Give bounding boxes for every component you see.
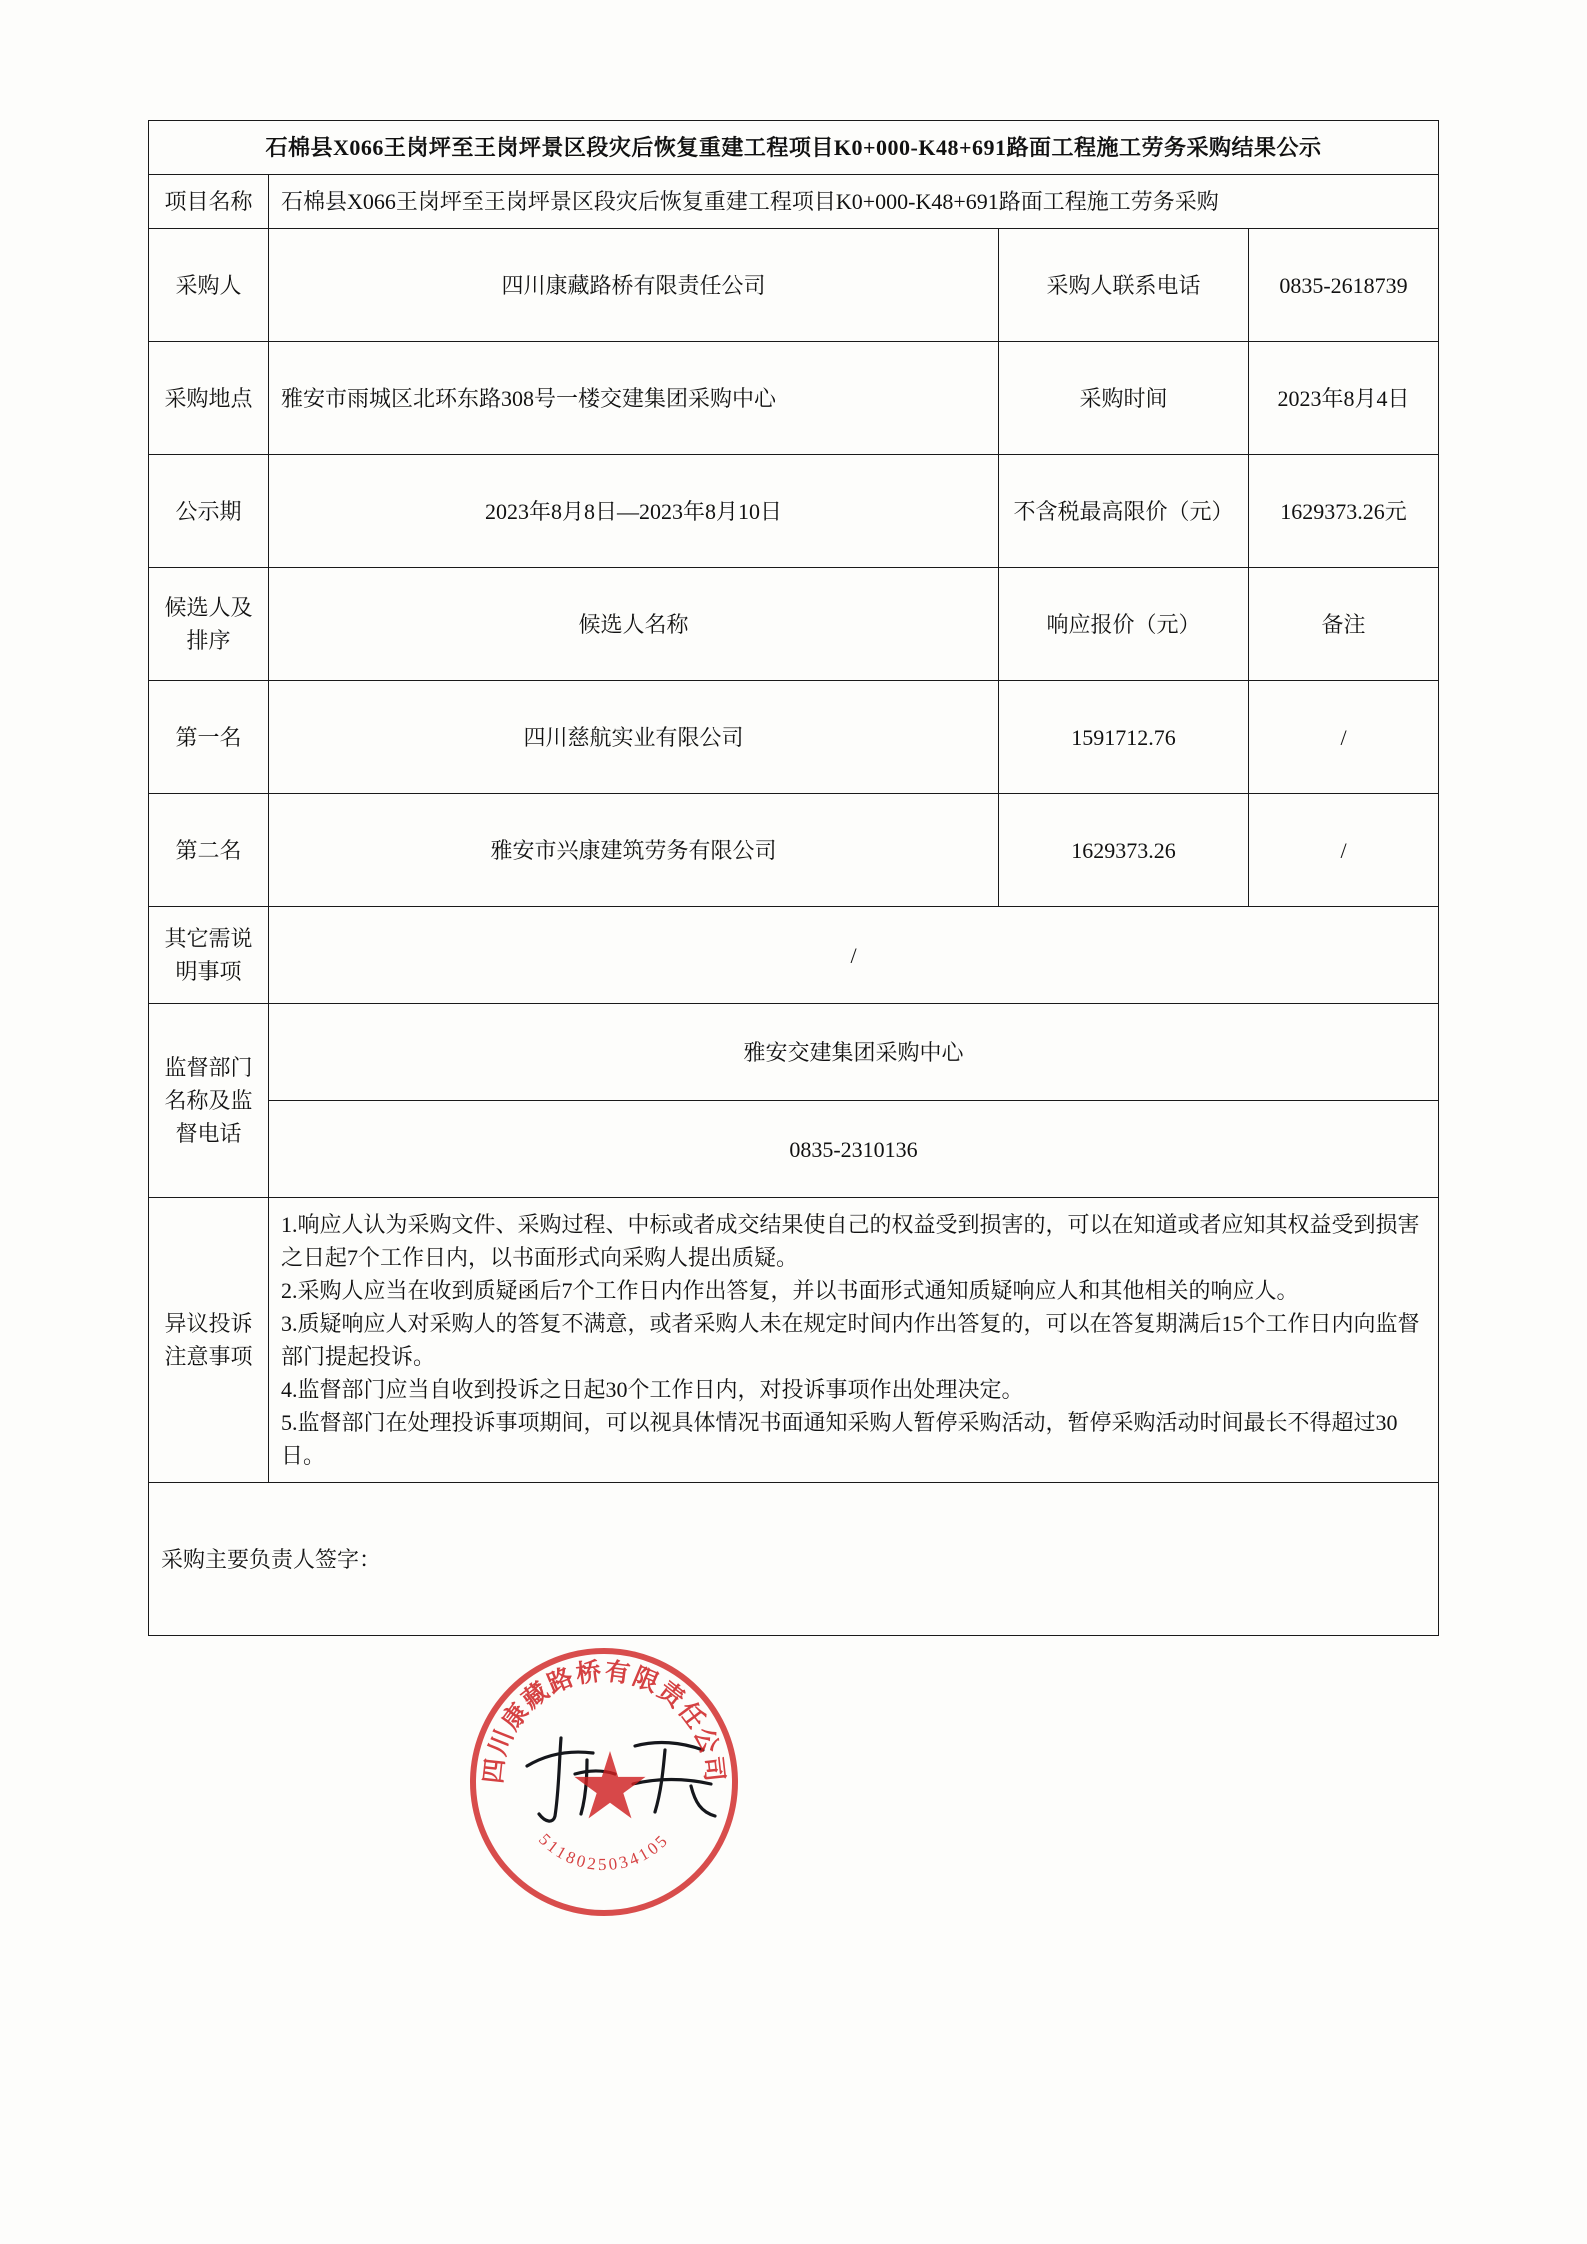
other-value: /: [269, 907, 1439, 1004]
quote-header: 响应报价（元）: [999, 568, 1249, 681]
time-value: 2023年8月4日: [1249, 342, 1439, 455]
document-body: [148, 120, 1438, 1636]
table-row-place: [149, 342, 1439, 455]
candidate-remark: /: [1249, 794, 1439, 907]
handwritten-signature: [515, 1720, 755, 1830]
seal-text: [470, 1648, 738, 1916]
table-row-purchaser: [149, 229, 1439, 342]
objection-label: 异议投诉注意事项: [149, 1198, 269, 1483]
publicity-value: 2023年8月8日—2023年8月10日: [269, 455, 999, 568]
candidate-name-header: 候选人名称: [269, 568, 999, 681]
other-label: 其它需说明事项: [149, 907, 269, 1004]
time-label: 采购时间: [999, 342, 1249, 455]
candidate-remark: /: [1249, 681, 1439, 794]
seal-outer-ring: [470, 1648, 738, 1916]
place-label: 采购地点: [149, 342, 269, 455]
candidate-quote: 1629373.26: [999, 794, 1249, 907]
table-row-candidate-1: [149, 681, 1439, 794]
table-row-project-name: [149, 175, 1439, 229]
project-name-value: 石棉县X066王岗坪至王岗坪景区段灾后恢复重建工程项目K0+000-K48+691路面工程施工劳务采购: [269, 175, 1439, 229]
objection-content: [269, 1198, 1439, 1483]
candidate-quote: 1591712.76: [999, 681, 1249, 794]
max-price-label: 不含税最高限价（元）: [999, 455, 1249, 568]
candidate-name: 雅安市兴康建筑劳务有限公司: [269, 794, 999, 907]
objection-item: 2.采购人应当在收到质疑函后7个工作日内作出答复，并以书面形式通知质疑响应人和其他相关的响应人。: [281, 1278, 1299, 1303]
supervise-phone-value: 0835-2310136: [269, 1101, 1439, 1198]
publicity-label: 公示期: [149, 455, 269, 568]
supervise-label: 监督部门名称及监督电话: [149, 1004, 269, 1198]
seal-star-icon: [573, 1751, 647, 1825]
table-row-candidate-2: [149, 794, 1439, 907]
page-title: 石棉县X066王岗坪至王岗坪景区段灾后恢复重建工程项目K0+000-K48+691路面工程施工劳务采购结果公示: [149, 121, 1439, 175]
table-row-supervise-dept: [149, 1004, 1439, 1101]
table-row-supervise-phone: [149, 1101, 1439, 1198]
table-row-candidate-header: [149, 568, 1439, 681]
project-name-label: 项目名称: [149, 175, 269, 229]
purchaser-label: 采购人: [149, 229, 269, 342]
objection-item: 1.响应人认为采购文件、采购过程、中标或者成交结果使自己的权益受到损害的，可以在知道或者应知其权益受到损害之日起7个工作日内，以书面形式向采购人提出质疑。: [281, 1212, 1420, 1270]
svg-text:5118025034105: 5118025034105: [535, 1829, 673, 1875]
place-value: 雅安市雨城区北环东路308号一楼交建集团采购中心: [269, 342, 999, 455]
table-row-objection: [149, 1198, 1439, 1483]
svg-text:四川康藏路桥有限责任公司: 四川康藏路桥有限责任公司: [480, 1658, 728, 1785]
objection-item: 5.监督部门在处理投诉事项期间，可以视具体情况书面通知采购人暂停采购活动，暂停采购活动时间最长不得超过30日。: [281, 1410, 1398, 1468]
candidate-rank: 第二名: [149, 794, 269, 907]
announcement-table: [148, 120, 1439, 1636]
remark-header: 备注: [1249, 568, 1439, 681]
candidate-name: 四川慈航实业有限公司: [269, 681, 999, 794]
table-row-publicity: [149, 455, 1439, 568]
candidate-label: 候选人及排序: [149, 568, 269, 681]
supervise-dept-value: 雅安交建集团采购中心: [269, 1004, 1439, 1101]
table-row-title: [149, 121, 1439, 175]
purchaser-value: 四川康藏路桥有限责任公司: [269, 229, 999, 342]
table-row-signature: [149, 1483, 1439, 1636]
objection-item: 4.监督部门应当自收到投诉之日起30个工作日内，对投诉事项作出处理决定。: [281, 1377, 1024, 1402]
purchaser-phone-value: 0835-2618739: [1249, 229, 1439, 342]
company-seal-stamp: [470, 1648, 750, 1928]
signature-label: 采购主要负责人签字：: [149, 1483, 1439, 1636]
candidate-rank: 第一名: [149, 681, 269, 794]
table-row-other: [149, 907, 1439, 1004]
purchaser-phone-label: 采购人联系电话: [999, 229, 1249, 342]
max-price-value: 1629373.26元: [1249, 455, 1439, 568]
objection-item: 3.质疑响应人对采购人的答复不满意，或者采购人未在规定时间内作出答复的，可以在答复期满后15个工作日内向监督部门提起投诉。: [281, 1311, 1420, 1369]
